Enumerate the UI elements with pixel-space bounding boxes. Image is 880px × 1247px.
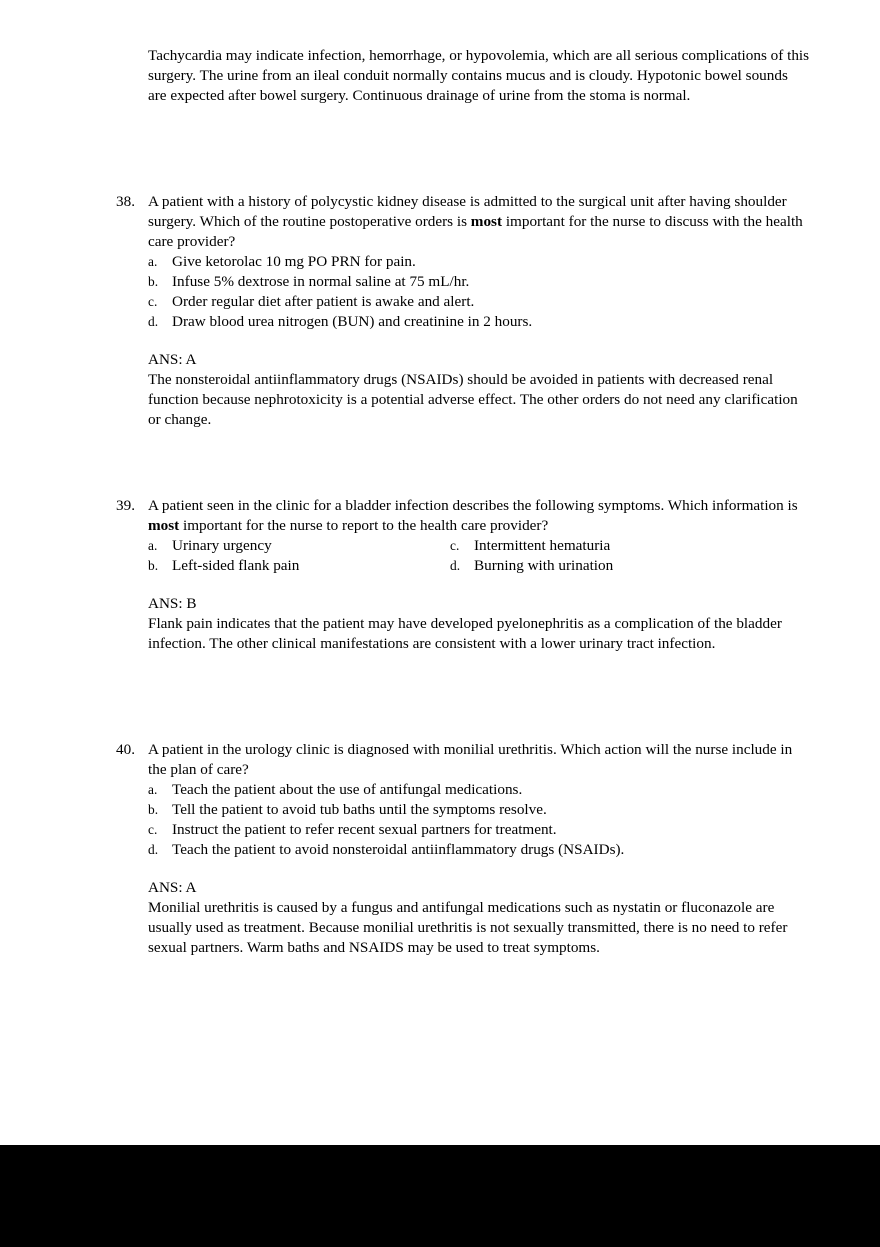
option-list	[116, 780, 810, 860]
question-stem-part1: A patient seen in the clinic for a bladder infection describes the following symptoms. Which information is	[148, 497, 798, 514]
option-item[interactable]	[148, 820, 810, 840]
answer-rationale: The nonsteroidal antiinflammatory drugs (NSAIDs) should be avoided in patients with decreased renal function because nephrotoxicity is a potential adverse effect. The other orders do not need any clarification or change.	[148, 371, 798, 428]
option-item[interactable]	[450, 536, 810, 556]
option-letter: a.	[148, 254, 158, 269]
question-stem-emphasis: most	[470, 213, 503, 230]
option-text: Order regular diet after patient is awake and alert.	[172, 293, 475, 310]
document-content	[116, 46, 810, 958]
answer-rationale: Flank pain indicates that the patient may have developed pyelonephritis as a complication of the bladder infection. The other clinical manifestations are consistent with a lower urinary tract infection.	[148, 615, 782, 652]
answer-block	[116, 594, 810, 654]
answer-rationale: Monilial urethritis is caused by a fungus and antifungal medications such as nystatin or fluconazole are usually used as treatment. Because monilial urethritis is not sexually transmitted, there is no need to refer sexual partners. Warm baths and NSAIDS may be used to treat symptoms.	[148, 899, 788, 956]
section-spacer	[116, 106, 810, 192]
answer-label: ANS: A	[148, 351, 197, 368]
intro-rationale-paragraph: Tachycardia may indicate infection, hemorrhage, or hypovolemia, which are all serious complications of this surgery. The urine from an ileal conduit normally contains mucus and is cloudy. Hypotonic bowel sounds are expected after bowel surgery. Continuous drainage of urine from the stoma is normal.	[148, 47, 810, 104]
option-item[interactable]	[148, 780, 810, 800]
option-letter: b.	[148, 802, 159, 817]
question-stem-row	[116, 496, 810, 536]
bottom-black-bar	[0, 1145, 880, 1247]
option-letter: c.	[148, 822, 158, 837]
option-text: Teach the patient to avoid nonsteroidal antiinflammatory drugs (NSAIDs).	[172, 841, 625, 858]
option-text: Urinary urgency	[172, 537, 272, 554]
question-stem-part1: A patient with a history of polycystic kidney disease is admitted to the surgical unit after having shoulder surgery. Which of the routine postoperative orders is	[148, 193, 787, 230]
answer-label: ANS: A	[148, 879, 197, 896]
question-stem	[148, 740, 810, 780]
answer-label: ANS: B	[148, 595, 197, 612]
option-item[interactable]	[148, 800, 810, 820]
question-stem-part1: A patient in the urology clinic is diagnosed with monilial urethritis. Which action will the nurse include in the plan of care?	[148, 741, 793, 778]
answer-block	[116, 350, 810, 430]
option-text: Left-sided flank pain	[172, 557, 300, 574]
option-text: Draw blood urea nitrogen (BUN) and creatinine in 2 hours.	[172, 313, 533, 330]
option-list	[116, 252, 810, 332]
section-spacer	[116, 430, 810, 496]
option-letter: d.	[450, 558, 461, 573]
option-item[interactable]	[148, 840, 810, 860]
option-text: Teach the patient about the use of antifungal medications.	[172, 781, 523, 798]
option-item[interactable]	[148, 272, 810, 292]
question-number: 40.	[116, 741, 135, 758]
option-item[interactable]	[148, 312, 810, 332]
option-item[interactable]	[148, 292, 810, 312]
question-stem	[148, 192, 810, 252]
option-text: Give ketorolac 10 mg PO PRN for pain.	[172, 253, 416, 270]
option-letter: c.	[450, 538, 460, 553]
question-block-40	[116, 740, 810, 958]
option-letter: b.	[148, 558, 159, 573]
option-item[interactable]	[148, 252, 810, 272]
question-stem-row	[116, 192, 810, 252]
option-text: Instruct the patient to refer recent sexual partners for treatment.	[172, 821, 557, 838]
question-number: 39.	[116, 497, 135, 514]
option-letter: a.	[148, 538, 158, 553]
question-number: 38.	[116, 193, 135, 210]
option-letter: d.	[148, 842, 159, 857]
option-letter: c.	[148, 294, 158, 309]
option-item[interactable]	[450, 556, 810, 576]
question-stem-part2: important for the nurse to report to the health care provider?	[179, 517, 549, 534]
option-text: Intermittent hematuria	[474, 537, 611, 554]
option-item[interactable]	[148, 556, 450, 576]
question-stem-part2: important for the nurse to discuss with the health care provider?	[148, 213, 803, 250]
option-item[interactable]	[148, 536, 450, 556]
question-stem	[148, 496, 810, 536]
question-block-39	[116, 496, 810, 654]
option-text: Infuse 5% dextrose in normal saline at 75 mL/hr.	[172, 273, 470, 290]
answer-block	[116, 878, 810, 958]
option-list	[116, 536, 810, 576]
question-block-38	[116, 192, 810, 430]
question-stem-row	[116, 740, 810, 780]
option-letter: b.	[148, 274, 159, 289]
section-spacer	[116, 654, 810, 740]
option-letter: d.	[148, 314, 159, 329]
option-letter: a.	[148, 782, 158, 797]
question-stem-emphasis: most	[148, 517, 180, 534]
option-text: Burning with urination	[474, 557, 614, 574]
option-text: Tell the patient to avoid tub baths until the symptoms resolve.	[172, 801, 547, 818]
